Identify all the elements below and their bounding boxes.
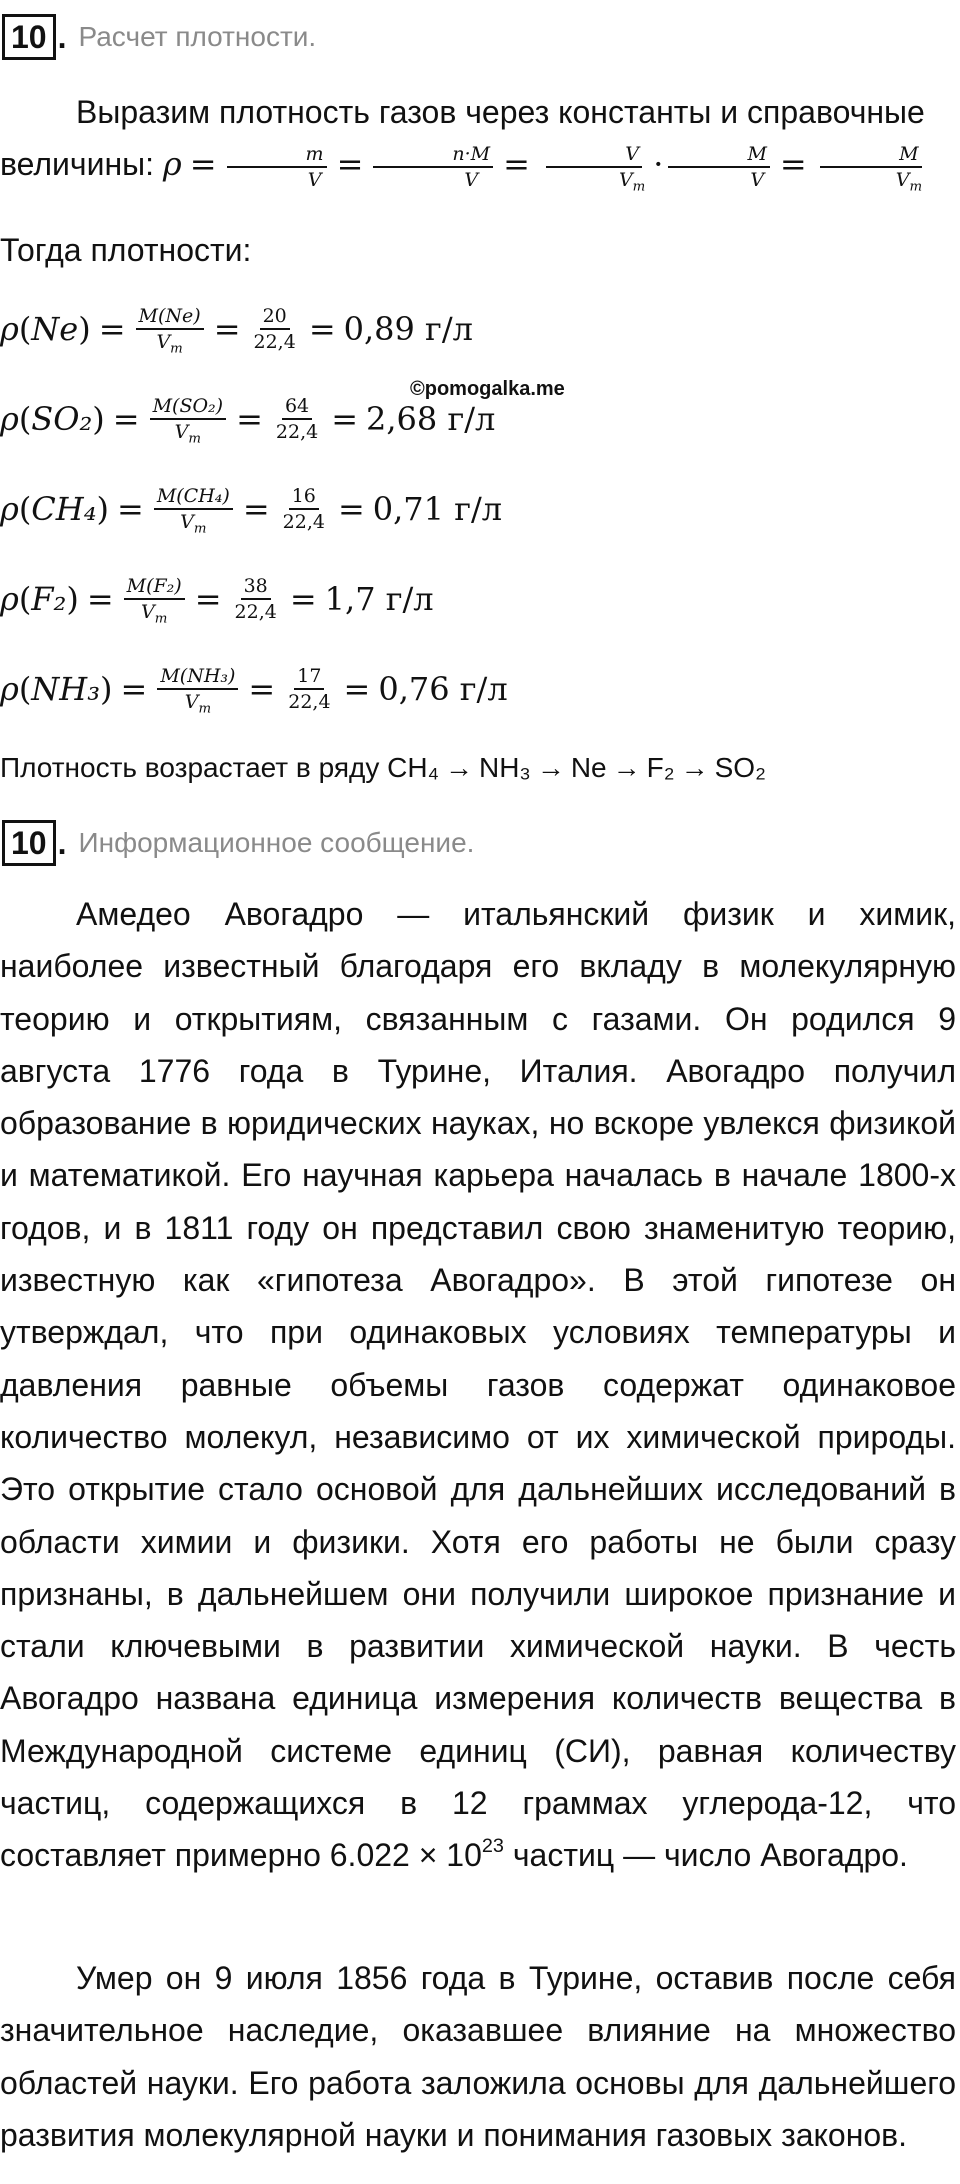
task-number-dot: . — [57, 18, 67, 55]
biography-paragraph-1: Амедео Авогадро — итальянский физик и химик, наиболее известный благодаря его вкладу в молекулярную теорию и открытиям, связанным с газами. Он родился 9 августа 1776 года в Турине, Италия. Авогадро получил образование в юридических науках, но вскоре увлекся физикой и математикой. Его научная карьера началась в начале 1800-х годов, и в 1811 году он представил свою знаменитую теорию, известную как «гипотеза Авогадро». В этой гипотезе он утверждал, что при одинаковых условиях температуры и давления равные объемы газов содержат одинаковое количество молекул, независимо от их химической природы. Это открытие стало основой для дальнейших исследований в области химии и физики. Хотя его работы не были сразу признаны, в дальнейшем они получили широкое признание и стали ключевыми в развитии химической науки. В честь Авогадро названа единица измерения количеств вещества в Международной системе единиц (СИ), равная количеству частиц, содержащихся в 12 граммах углерода-12, что составляет примерно $6.022 \times 10^{23}$ частиц — число Авогадро. — [0, 896, 956, 1874]
arrow-icon: → — [536, 752, 565, 783]
density-formula-f2: ρ ( F₂ ) = $\frac{\text{M(F₂)}}{V_m}$ = $\frac{38}{22,4}$ = 1,7 г/л — [0, 575, 434, 627]
task-number-dot: . — [57, 824, 67, 861]
density-value: 0,71 г/л — [372, 490, 503, 528]
density-formula-nh3: ρ ( NH₃ ) = $\frac{\text{M(NH₃)}}{V_m}$ = $\frac{17}{22,4}$ = 0,76 г/л — [0, 665, 508, 717]
arrow-icon: → — [680, 752, 709, 783]
task-header — [2, 14, 316, 60]
biography-paragraph-2: Умер он 9 июля 1856 года в Турине, оставив после себя значительное наследие, оказавшее влияние на множество областей науки. Его работа заложила основы для дальнейшего развития молекулярной науки и понимания газовых законов. — [0, 1960, 956, 2153]
task-title: Информационное сообщение. — [78, 827, 475, 858]
density-value: 0,76 г/л — [378, 670, 508, 708]
arrow-icon: → — [612, 752, 641, 783]
task-number-box: 10 — [2, 14, 56, 60]
density-series: Плотность возрастает в ряду CH₄ → NH₃ → Ne → F₂ → SO₂ — [0, 752, 766, 783]
derivation-formula: ρ = $\frac{m}{V}$ = $\frac{n\cdot M}{V}$ = $\frac{V}{V_m}$ · $\frac{M}{V}$ = $\frac{M}{V_m}$ — [162, 142, 923, 195]
density-formula-so2: ρ ( SO₂ ) = $\frac{\text{M(SO₂)}}{V_m}$ = $\frac{64}{22,4}$ = 2,68 г/л — [0, 395, 496, 447]
density-formula-ne: ρ ( Ne ) = $\frac{M(Ne)}{V_m}$ = $\frac{20}{22,4}$ = 0,89 г/л — [0, 305, 473, 357]
task-header — [2, 820, 474, 866]
density-formula-ch4: ρ ( CH₄ ) = $\frac{\text{M(CH₄)}}{V_m}$ = $\frac{16}{22,4}$ = 0,71 г/л — [0, 485, 503, 537]
watermark: ©pomogalka.me — [410, 378, 565, 400]
intro-text: Выразим плотность газов через константы и справочные величины: — [0, 94, 925, 182]
then-label: Тогда плотности: — [0, 232, 252, 268]
task-title: Расчет плотности. — [78, 21, 317, 52]
intro-paragraph — [0, 86, 956, 195]
task-number-box: 10 — [2, 820, 56, 866]
arrow-icon: → — [444, 752, 473, 783]
density-value: 2,68 г/л — [366, 400, 496, 438]
density-value: 1,7 г/л — [324, 580, 434, 618]
density-value: 0,89 г/л — [343, 310, 473, 348]
